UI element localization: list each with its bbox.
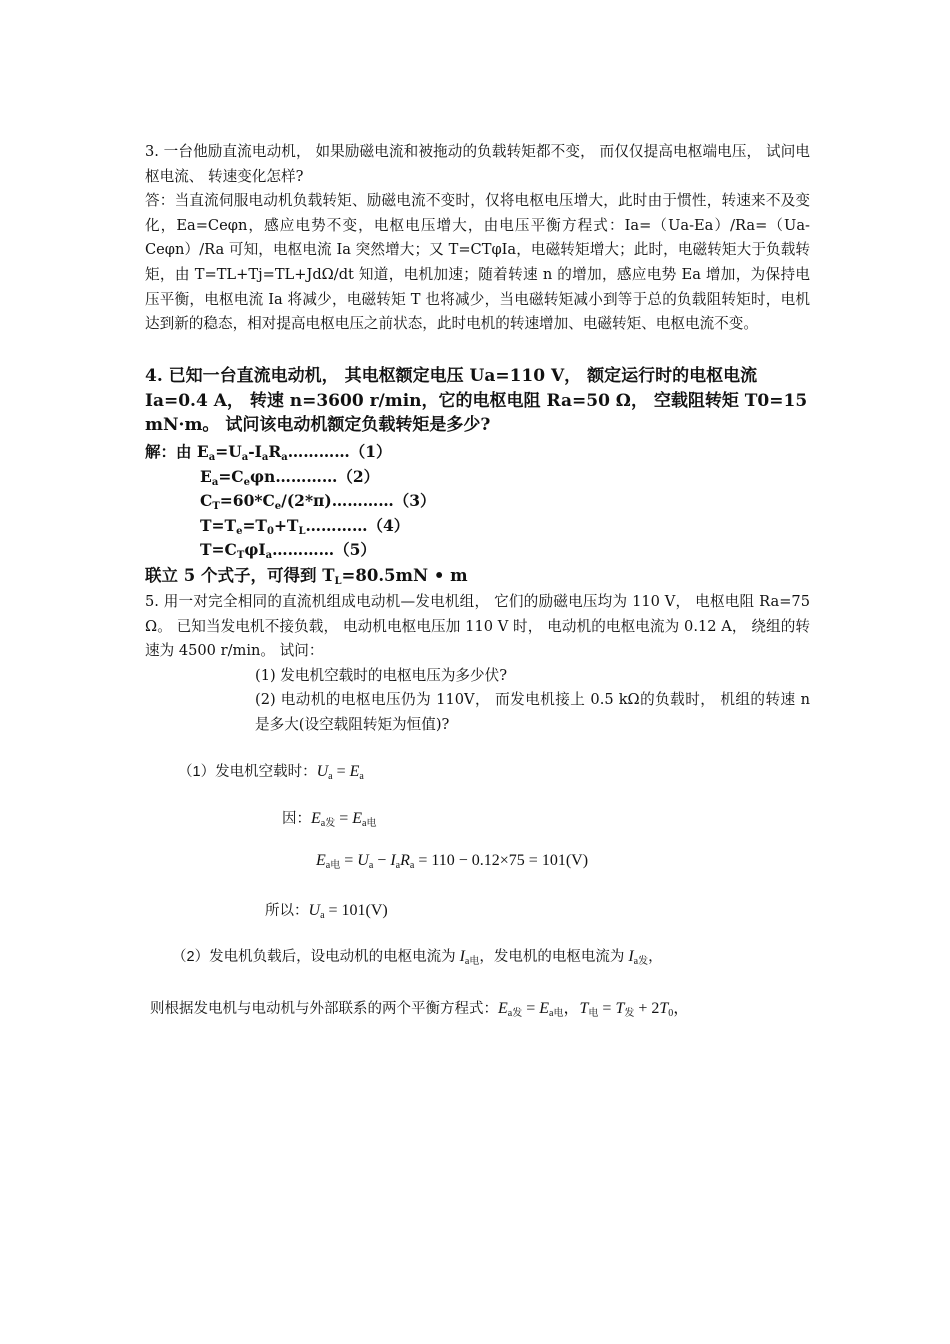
question-5-sub-2: (2) 电动机的电枢电压仍为 110V， 而发电机接上 0.5 kΩ的负载时， 机组的转速 n 是多大(设空载阻转矩为恒值)? [255,691,810,733]
question-3-answer: 答：当直流伺服电动机负载转矩、励磁电流不变时，仅将电枢电压增大，此时由于惯性，转速来不及变化，Ea=Ceφn，感应电势不变，电枢电压增大，由电压平衡方程式：Ia=（Ua-Ea）/Ra=（Ua-Ceφn）/Ra 可知，电枢电流 Ia 突然增大；又 T=CTφIa，电磁转矩增大；此时，电磁转矩大于负载转矩，由 T=TL+Tj=TL+JdΩ/dt 知道，电机加速；随着转速 n 的增加，感应电势 Ea 增加，为保持电压平衡，电枢电流 Ia 将减少，电磁转矩 T 也将减少，当电磁转矩减小到等于总的负载阻转矩时，电机达到新的稳态，相对提高电枢电压之前状态，此时电机的转速增加、电磁转矩、电枢电流不变。 [145,192,810,333]
solution-part-2: （2）发电机负载后，设电动机的电枢电流为 $I_{a电}$，发电机的电枢电流为 $I_{a发}$， [172,948,663,967]
question-4-conclusion: 联立 5 个式子，可得到 $T_L=80.5mN$ • m [145,566,468,587]
question-5-text: 5. 用一对完全相同的直流机组成电动机—发电机组， 它们的励磁电压均为 110 V， 电枢电阻 Ra=75 Ω。 已知当发电机不接负载， 电动机电枢电压加 110 V 时， 电动机的电枢电流为 0.12 A， 绕组的转速为 4500 r/min。 试问： [145,593,810,660]
solution-part-1: （1）发电机空载时：$U_a = E_a$ [178,763,364,782]
question-3-text: 3. 一台他励直流电动机， 如果励磁电流和被拖动的负载转矩都不变， 而仅仅提高电枢端电压， 试问电枢电流、 转速变化怎样? [145,143,810,185]
solution-result: 所以：$U_a = 101(V)$ [265,902,388,921]
question-5-sub-1: (1) 发电机空载时的电枢电压为多少伏? [255,666,508,684]
equation-2: $E_a=C_e\varphi n\dots\dots\dots\dots(2)$ [200,466,380,488]
equation-4: $T=T_e=T_0+T_L\dots\dots\dots\dots(4)$ [200,515,410,537]
question-4-equations [145,440,810,563]
equation-3: $C_T=60*C_e/(2*\pi)\dots\dots\dots\dots(3)$ [200,491,436,513]
solution-because: 因：$E_{a发} = E_{a电}$ [282,810,377,829]
solution-calc: $E_{a电} = U_a - I_aR_a = 110 - 0.12\times 75 = 101(V)$ [316,852,589,871]
question-4-text: 4. 已知一台直流电动机， 其电枢额定电压 Ua=110 V， 额定运行时的电枢电流 Ia=0.4 A， 转速 n=3600 r/min，它的电枢电阻 Ra=50 Ω， 空载阻转矩 T0=15 mN·m。 试问该电动机额定负载转矩是多少? [145,366,808,435]
question-3 [145,140,810,337]
question-5 [145,590,810,738]
equation-5: $T=C_T\varphi I_a\dots\dots\dots\dots(5)$ [200,540,376,562]
solution-part-3: 则根据发电机与电动机与外部联系的两个平衡方程式：$E_{a发} = E_{a电}$，$T_电 = T_发 + 2T_0$， [150,1000,690,1019]
equation-1: 解：由 $E_a=U_a-I_aR_a\dots\dots\dots\dots(1)$ [145,442,392,463]
